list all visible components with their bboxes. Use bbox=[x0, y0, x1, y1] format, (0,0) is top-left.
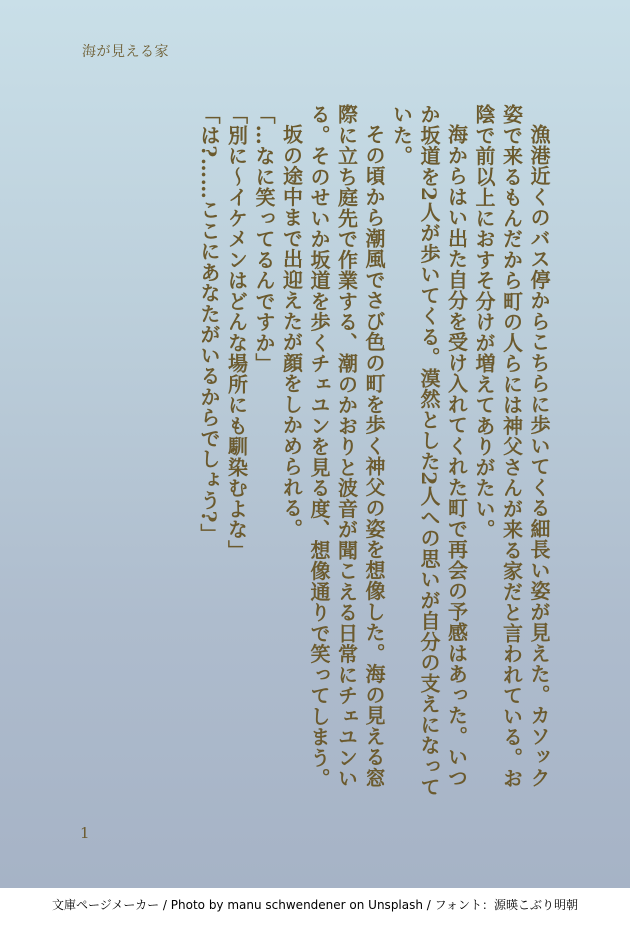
dialogue-line: 「…なに笑ってるんですか」 bbox=[252, 104, 276, 374]
dialogue-line: 「は?……ここにあなたがいるからでしょう?」 bbox=[197, 104, 221, 544]
page-number: 1 bbox=[80, 824, 90, 842]
paragraph: その頃から潮風でさび色の町を歩く神父の姿を想像した。海の見える窓際に立ち庭先で作業する、潮のかおりと波音が聞こえる日常にチェユンいる。そのせいか坂道を歩くチェユンを見る度、想像通りで笑ってしまう。 bbox=[307, 104, 386, 789]
vertical-body-text bbox=[82, 104, 552, 804]
paragraph: 海からはい出た自分を受け入れてくれた町で再会の予感はあった。いつか坂道を2人が歩いてくる。漠然とした2人への思いが自分の支えになっていた。 bbox=[389, 104, 469, 798]
paragraph: 漁港近くのバス停からこちらに歩いてくる細長い姿が見えた。カソック姿で来るもんだから町の人らには神父さんが来る家だと言われている。お陰で前以上におすそ分けが増えてありがたい。 bbox=[472, 104, 551, 789]
dialogue-line: 「別に〜イケメンはどんな場所にも馴染むよな」 bbox=[224, 104, 249, 561]
page-header-title: 海が見える家 bbox=[82, 44, 169, 60]
paragraph: 坂の途中まで出迎えたが顔をしかめられる。 bbox=[279, 124, 304, 539]
footer-credit: 文庫ページメーカー / Photo by manu schwendener on Unsplash / フォント：源暎こぶり明朝 bbox=[51, 898, 579, 912]
